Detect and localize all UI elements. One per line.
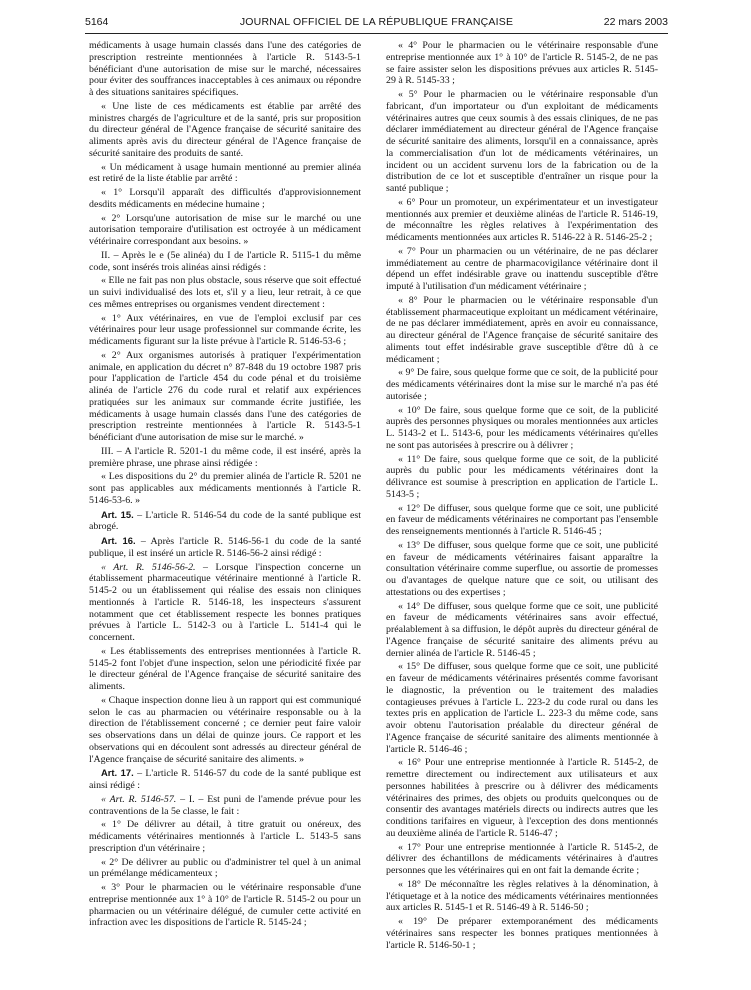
paragraph-text: « 16° Pour une entreprise mentionnée à l'article R. 5145-2, de remettre directement ou indirectement aux utilisateurs et aux personnes habilitées à prescrire ou à délivrer des médicaments vétérinaires des primes, des objets ou produits quelconques ou de consentir des avantages matériels directs ou indirects autres que les conditions tarifaires en vigueur, à l'exception des dons mentionnés au deuxième alinéa de l'article R. 5146-47 ; [386,757,658,839]
paragraph-text: « 5° Pour le pharmacien ou le vétérinaire responsable d'un fabricant, d'un importateur ou d'un exploitant de médicaments vétérinaires autres que ceux soumis à des essais cliniques, de ne pas déclarer immédiatement au directeur général de l'Agence française de sécurité sanitaire des aliments, lorsqu'il en a connaissance, après la commercialisation d'un lot de médicaments vétérinaires, un incident ou un accident survenu lors de la fabrication ou de la distribution de ce lot et susceptible d'entraîner un risque pour la santé publique ; [386,89,658,194]
paragraph-text: « 6° Pour un promoteur, un expérimentateur et un investigateur mentionnés aux premier et deuxième alinéas de l'article R. 5146-19, de méconnaître les règles relatives à l'expérimentation des médicaments mentionnées aux articles R. 5146-22 à R. 5146-25-2 ; [386,196,658,243]
paragraph [89,767,361,792]
paragraph-text: « Elle ne fait pas non plus obstacle, sous réserve que soit effectué un suivi individualisé des lots et, s'il y a lieu, leur retrait, à ce que ces mêmes entreprises ou organismes vendent directement : [89,275,361,310]
paragraph-text: « 1° Lorsqu'il apparaît des difficultés d'approvisionnement desdits médicaments en médecine humaine ; [89,187,361,210]
right-column [386,40,658,953]
paragraph [386,601,658,660]
paragraph-text: « 7° Pour un pharmacien ou un vétérinaire, de ne pas déclarer immédiatement au centre de pharmacovigilance vétérinaire dont il dépend un effet indésirable grave ou inattendu susceptible d'être imputé à l'utilisation d'un médicament vétérinaire ; [386,245,658,292]
page-header [85,16,668,32]
paragraph [386,879,658,914]
paragraph [89,213,361,248]
paragraph-text: – L'article R. 5146-57 du code de la santé publique est ainsi rédigé : [89,768,361,791]
paragraph [386,197,658,244]
paragraph [89,857,361,881]
paragraph [89,794,361,818]
paragraph-text: « 15° De diffuser, sous quelque forme que ce soit, une publicité en faveur de médicaments vétérinaires présentés comme favorisant le diagnostic, la prévention ou le traitement des maladies contagieuses prévues à l'article L. 223-2 du code rural ou dans les textes pris en application de l'article L. 223-3 du même code, sans avoir obtenu l'autorisation préalable du directeur général de l'Agence française de sécurité sanitaire des aliments mentionnée à l'article R. 5146-46 ; [386,661,658,755]
paragraph [89,471,361,506]
paragraph [89,350,361,444]
paragraph-text: « 13° De diffuser, sous quelque forme que ce soit, une publicité en faveur de médicaments vétérinaires faisant apparaître la consultation vétérinaire comme superflue, ou assortie de promesses ou d'avantages de quelque nature que ce soit, ou utilisant des attestations ou des expertises ; [386,539,658,598]
paragraph [89,819,361,854]
article-heading: Art. 16. [101,535,136,546]
paragraph [386,842,658,877]
paragraph [89,882,361,929]
paragraph-text: – L'article R. 5146-54 du code de la santé publique est abrogé. [89,509,361,533]
paragraph-text: III. – A l'article R. 5201-1 du même code, il est inséré, après la première phrase, une phrase ainsi rédigée : [89,445,361,469]
article-heading: Art. 15. [101,508,134,520]
paragraph [386,89,658,195]
journal-title: JOURNAL OFFICIEL DE LA RÉPUBLIQUE FRANÇAISE [239,16,514,28]
paragraph [89,250,361,274]
paragraph [386,295,658,366]
paragraph-text: « Une liste de ces médicaments est établie par arrêté des ministres chargés de l'agriculture et de la santé, pris sur proposition du directeur général de l'Agence française de sécurité sanitaire des aliments après avis du directeur général de l'Agence française de sécurité sanitaire des produits de santé. [89,100,361,159]
paragraph [89,535,361,560]
paragraph-text: « 8° Pour le pharmacien ou le vétérinaire responsable d'un établissement pharmaceutique exploitant un médicament vétérinaire, de ne pas déclarer immédiatement, après en avoir eu connaissance, au directeur général de l'Agence française de sécurité sanitaire des aliments tout effet indésirable grave susceptible d'être dû à ce médicament ; [386,294,658,365]
left-column [89,40,361,931]
paragraph [386,454,658,501]
paragraph [386,540,658,599]
paragraph [89,187,361,211]
paragraph-text: « Les établissements des entreprises mentionnées à l'article R. 5145-2 font l'objet d'une inspection, selon une périodicité fixée par le directeur général de l'Agence française de sécurité sanitaire des aliments. [89,645,361,692]
paragraph-text: – Lorsque l'inspection concerne un établissement pharmaceutique vétérinaire mentionné à l'article R. 5145-2 ou un établissement qui réalise des essais non cliniques mentionnés à l'article R. 5146-18, les inspecteurs s'assurent notamment que cet établissement respecte les bonnes pratiques prévues à l'article L. 5142-3 ou à l'article L. 5141-4 qui le concernent. [89,561,361,643]
paragraph-text: « 4° Pour le pharmacien ou le vétérinaire responsable d'une entreprise mentionnée aux 1° à 10° de l'article R. 5145-2, de ne pas se faire assister selon les dispositions prévues aux articles R. 5145-29 à R. 5145-33 ; [386,40,658,87]
paragraph-text: « 9° De faire, sous quelque forme que ce soit, de la publicité pour des médicaments vétérinaires dont la mise sur le marché n'a pas été autorisée ; [386,367,658,402]
paragraph [386,661,658,755]
paragraph [89,646,361,693]
paragraph [386,916,658,951]
paragraph [386,367,658,402]
paragraph-text: II. – Après le e (5e alinéa) du I de l'article R. 5115-1 du même code, sont insérés trois alinéas ainsi rédigés : [89,249,361,273]
paragraph-text: médicaments à usage humain classés dans l'une des catégories de prescription restreinte mentionnées à l'article R. 5143-5-1 bénéficiant d'une autorisation de mise sur le marché, nécessaires pour éviter des souffrances inacceptables à ces animaux ou répondre à des situations sanitaires spécifiques. [89,40,361,98]
paragraph [89,695,361,766]
paragraph-text: « 17° Pour une entreprise mentionnée à l'article R. 5145-2, de délivrer des échantillons de médicaments vétérinaires à d'autres personnes que les vétérinaires qui en ont fait la demande écrite ; [386,841,658,876]
paragraph-text: « 1° Aux vétérinaires, en vue de l'emploi exclusif par ces vétérinaires pour leur usage professionnel sur commande écrite, les médicaments figurant sur la liste prévue à l'article R. 5146-53-6 ; [89,312,361,347]
paragraph [89,162,361,186]
paragraph-text: « 2° Lorsqu'une autorisation de mise sur le marché ou une autorisation temporaire d'utilisation est octroyée à un médicament vétérinaire correspondant aux besoins. » [89,212,361,247]
article-reference: « Art. R. 5146-56-2. [101,561,196,573]
paragraph [386,405,658,452]
paragraph-text: « 2° Aux organismes autorisés à pratiquer l'expérimentation animale, en application du décret n° 87-848 du 19 octobre 1987 pris pour l'application de l'article 454 du code pénal et du troisième alinéa de l'article 276 du code rural et relatif aux expériences pratiquées sur les animaux sur commande écrite justifiée, les médicaments à usage humain classés dans l'une des catégories de prescription restreinte mentionnées à l'article R. 5143-5-1 bénéficiant d'une autorisation de mise sur le marché. » [89,349,361,443]
paragraph [89,40,361,99]
paragraph-text: « Les dispositions du 2° du premier alinéa de l'article R. 5201 ne sont pas applicables aux médicaments mentionnés à l'article R. 5146-53-6. » [89,471,361,506]
paragraph [386,40,658,87]
article-heading: Art. 17. [101,767,134,779]
paragraph-text: « 18° De méconnaître les règles relatives à la dénomination, à l'étiquetage et à la notice des médicaments vétérinaires mentionnées aux articles R. 5145-1 et R. 5146-49 à R. 5146-50 ; [386,878,658,914]
paragraph-text: « 12° De diffuser, sous quelque forme que ce soit, une publicité en faveur de médicaments vétérinaires ne comportant pas l'ensemble des renseignements mentionnés à l'article R. 5146-45 ; [386,502,658,537]
header-rule [85,33,668,34]
paragraph-text: « 14° De diffuser, sous quelque forme que ce soit, une publicité en faveur de médicaments vétérinaires sans avoir effectué, préalablement à sa diffusion, le dépôt auprès du directeur général de l'Agence française de sécurité sanitaire des aliments prévu au dernier alinéa de l'article R. 5146-45 ; [386,600,658,659]
paragraph-text: « 2° De délivrer au public ou d'administrer tel quel à un animal un prémélange médicamenteux ; [89,856,361,880]
article-reference: « Art. R. 5146-57. [101,793,177,805]
page-number: 5164 [85,16,109,28]
paragraph-text: « 19° De préparer extemporanément des médicaments vétérinaires sans respecter les bonnes pratiques mentionnées à l'article R. 5146-50-1 ; [386,916,658,951]
paragraph [386,246,658,293]
paragraph-text: « 1° De délivrer au détail, à titre gratuit ou onéreux, des médicaments vétérinaires mentionnés à l'article L. 5143-5 sans prescription d'un vétérinaire ; [89,819,361,854]
paragraph-text: « Un médicament à usage humain mentionné au premier alinéa est retiré de la liste établie par arrêté : [89,161,361,185]
paragraph-text: – Après l'article R. 5146-56-1 du code de la santé publique, il est inséré un article R. 5146-56-2 ainsi rédigé : [89,536,361,559]
paragraph-text: « 10° De faire, sous quelque forme que ce soit, de la publicité auprès des personnes physiques ou morales mentionnées aux articles L. 5143-2 et L. 5143-6, pour les médicaments vétérinaires qu'elles ne sont pas autorisées à prescrire ou à délivrer ; [386,404,658,451]
paragraph [89,446,361,470]
paragraph [386,757,658,839]
paragraph [386,503,658,538]
paragraph [89,313,361,348]
issue-date: 22 mars 2003 [603,16,668,28]
paragraph-text: « 3° Pour le pharmacien ou le vétérinaire responsable d'une entreprise mentionnée aux 1° à 10° de l'article R. 5145-2 ou pour un pharmacien ou un vétérinaire délégué, de cumuler cette activité en infraction avec les dispositions de l'article R. 5145-24 ; [89,882,361,929]
paragraph [89,509,361,534]
paragraph-text: « Chaque inspection donne lieu à un rapport qui est communiqué selon le cas au pharmacien ou vétérinaire responsable ou à la direction de l'établissement concerné ; ce dernier peut faire valoir ses observations dans un délai de quinze jours. Ce rapport et les observations qui en découlent sont adressés au directeur général de l'Agence française de sécurité sanitaire des aliments. » [89,694,361,765]
paragraph [89,101,361,160]
paragraph [89,275,361,310]
paragraph [89,562,361,644]
paragraph-text: – I. – Est puni de l'amende prévue pour les contraventions de la 5e classe, le fait : [89,793,361,817]
paragraph-text: « 11° De faire, sous quelque forme que ce soit, de la publicité auprès du public pour les médicaments vétérinaires dont la délivrance est soumise à prescription en application de l'article L. 5143-5 ; [386,453,658,500]
